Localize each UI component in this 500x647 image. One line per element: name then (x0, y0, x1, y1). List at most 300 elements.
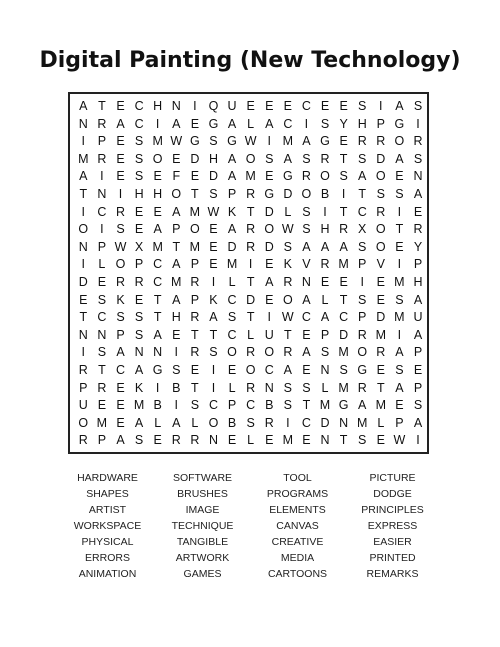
grid-letter[interactable]: O (208, 415, 219, 430)
grid-letter[interactable]: W (170, 134, 183, 149)
grid-letter[interactable]: A (79, 99, 88, 113)
grid-letter[interactable]: C (153, 257, 163, 272)
grid-letter[interactable]: D (320, 415, 330, 430)
grid-letter[interactable]: T (284, 327, 292, 342)
grid-letter[interactable]: C (264, 362, 274, 377)
grid-letter[interactable]: S (413, 398, 423, 413)
grid-letter[interactable]: L (247, 116, 255, 131)
grid-letter[interactable]: A (172, 292, 181, 307)
grid-letter[interactable]: R (190, 345, 200, 360)
grid-letter[interactable]: P (376, 116, 385, 131)
grid-letter[interactable]: E (172, 327, 181, 342)
grid-letter[interactable]: I (100, 169, 104, 184)
grid-letter[interactable]: M (319, 398, 331, 413)
grid-letter[interactable]: I (360, 274, 364, 289)
grid-letter[interactable]: T (191, 380, 199, 395)
grid-letter[interactable]: G (227, 134, 237, 149)
grid-letter[interactable]: Q (208, 99, 219, 113)
grid-letter[interactable]: I (211, 274, 216, 289)
grid-letter[interactable]: C (339, 310, 349, 325)
grid-letter[interactable]: T (246, 274, 255, 289)
grid-letter[interactable]: S (283, 239, 292, 254)
grid-letter[interactable]: O (189, 222, 200, 237)
grid-letter[interactable]: I (341, 186, 346, 201)
grid-letter[interactable]: N (320, 362, 330, 377)
grid-letter[interactable]: I (397, 257, 402, 272)
grid-letter[interactable]: W (281, 222, 294, 237)
grid-letter[interactable]: L (284, 204, 292, 219)
grid-letter[interactable]: E (395, 398, 404, 413)
grid-letter[interactable]: M (375, 398, 386, 413)
grid-letter[interactable]: R (190, 310, 200, 325)
grid-letter[interactable]: U (413, 310, 423, 325)
grid-letter[interactable]: M (338, 257, 349, 272)
grid-letter[interactable]: S (302, 222, 311, 237)
grid-letter[interactable]: O (152, 151, 163, 166)
grid-letter[interactable]: A (209, 310, 218, 325)
grid-letter[interactable]: P (97, 134, 107, 149)
grid-letter[interactable]: S (97, 345, 107, 360)
grid-letter[interactable]: X (358, 222, 367, 237)
grid-letter[interactable]: D (264, 239, 274, 254)
grid-letter[interactable]: H (320, 222, 330, 237)
grid-letter[interactable]: S (209, 186, 218, 201)
grid-letter[interactable]: O (171, 186, 182, 201)
grid-letter[interactable]: I (286, 415, 290, 430)
grid-letter[interactable]: T (153, 310, 162, 325)
grid-letter[interactable]: P (358, 257, 367, 272)
grid-letter[interactable]: B (227, 415, 237, 430)
grid-letter[interactable]: N (413, 169, 423, 184)
grid-letter[interactable]: N (301, 274, 311, 289)
grid-letter[interactable]: R (246, 345, 256, 360)
grid-letter[interactable]: S (395, 186, 404, 201)
grid-letter[interactable]: O (227, 345, 237, 360)
grid-letter[interactable]: S (283, 398, 292, 413)
grid-letter[interactable]: N (78, 239, 88, 254)
grid-letter[interactable]: O (245, 362, 256, 377)
grid-letter[interactable]: A (339, 239, 348, 254)
grid-letter[interactable]: E (320, 274, 330, 289)
grid-letter[interactable]: A (227, 169, 237, 184)
grid-letter[interactable]: A (172, 415, 181, 430)
grid-letter[interactable]: S (339, 362, 348, 377)
grid-letter[interactable]: O (115, 257, 126, 272)
grid-letter[interactable]: A (302, 292, 311, 307)
grid-letter[interactable]: I (81, 204, 86, 219)
grid-letter[interactable]: C (301, 99, 311, 113)
grid-letter[interactable]: P (358, 310, 367, 325)
grid-letter[interactable]: A (116, 116, 125, 131)
grid-letter[interactable]: P (227, 186, 237, 201)
grid-letter[interactable]: S (134, 433, 144, 448)
grid-letter[interactable]: C (227, 327, 237, 342)
grid-letter[interactable]: I (416, 433, 420, 448)
grid-letter[interactable]: S (116, 222, 125, 237)
grid-letter[interactable]: G (357, 362, 368, 377)
grid-letter[interactable]: S (134, 169, 144, 184)
grid-letter[interactable]: R (339, 222, 349, 237)
grid-letter[interactable]: U (227, 99, 237, 113)
grid-letter[interactable]: L (154, 415, 162, 430)
grid-letter[interactable]: N (78, 116, 88, 131)
grid-letter[interactable]: E (116, 415, 125, 430)
grid-letter[interactable]: S (358, 239, 367, 254)
grid-letter[interactable]: E (246, 99, 255, 113)
grid-letter[interactable]: R (246, 239, 256, 254)
grid-letter[interactable]: A (153, 222, 162, 237)
grid-letter[interactable]: R (376, 345, 386, 360)
grid-letter[interactable]: O (394, 134, 405, 149)
grid-letter[interactable]: N (320, 433, 330, 448)
grid-letter[interactable]: S (413, 99, 423, 113)
grid-letter[interactable]: T (98, 362, 106, 377)
grid-letter[interactable]: P (190, 292, 200, 307)
grid-letter[interactable]: I (174, 398, 178, 413)
grid-letter[interactable]: R (413, 134, 423, 149)
grid-letter[interactable]: A (227, 151, 237, 166)
grid-letter[interactable]: I (118, 186, 123, 201)
grid-letter[interactable]: K (116, 292, 125, 307)
grid-letter[interactable]: C (115, 362, 125, 377)
grid-letter[interactable]: E (376, 274, 385, 289)
grid-letter[interactable]: A (227, 222, 237, 237)
grid-letter[interactable]: T (339, 204, 348, 219)
grid-letter[interactable]: E (283, 99, 292, 113)
grid-letter[interactable]: R (283, 345, 293, 360)
grid-letter[interactable]: G (394, 116, 405, 131)
grid-letter[interactable]: S (302, 204, 311, 219)
grid-letter[interactable]: S (302, 151, 311, 166)
grid-letter[interactable]: T (191, 327, 199, 342)
grid-letter[interactable]: P (134, 257, 144, 272)
grid-letter[interactable]: T (172, 239, 181, 254)
grid-letter[interactable]: S (209, 345, 218, 360)
grid-letter[interactable]: T (339, 433, 348, 448)
grid-letter[interactable]: S (339, 169, 348, 184)
grid-letter[interactable]: R (97, 116, 107, 131)
grid-letter[interactable]: A (302, 345, 311, 360)
grid-letter[interactable]: S (358, 292, 367, 307)
grid-letter[interactable]: D (376, 151, 386, 166)
grid-letter[interactable]: O (357, 345, 368, 360)
grid-letter[interactable]: E (302, 327, 311, 342)
grid-letter[interactable]: I (211, 362, 216, 377)
grid-letter[interactable]: T (79, 310, 88, 325)
grid-letter[interactable]: A (413, 292, 423, 307)
grid-letter[interactable]: P (97, 239, 107, 254)
grid-letter[interactable]: L (321, 380, 329, 395)
grid-letter[interactable]: T (339, 292, 348, 307)
grid-letter[interactable]: E (302, 433, 311, 448)
grid-letter[interactable]: M (282, 433, 294, 448)
grid-letter[interactable]: I (81, 134, 86, 149)
grid-letter[interactable]: F (172, 169, 181, 184)
grid-letter[interactable]: S (395, 362, 404, 377)
grid-letter[interactable]: O (282, 292, 293, 307)
grid-letter[interactable]: L (191, 415, 199, 430)
grid-letter[interactable]: D (339, 327, 349, 342)
grid-letter[interactable]: M (394, 274, 405, 289)
grid-letter[interactable]: G (264, 186, 275, 201)
grid-letter[interactable]: M (338, 345, 349, 360)
grid-letter[interactable]: R (190, 274, 200, 289)
grid-letter[interactable]: T (376, 380, 385, 395)
grid-letter[interactable]: I (379, 99, 383, 113)
grid-letter[interactable]: R (97, 151, 107, 166)
grid-letter[interactable]: E (116, 398, 125, 413)
grid-letter[interactable]: R (115, 204, 125, 219)
grid-letter[interactable]: E (190, 116, 200, 131)
grid-letter[interactable]: I (193, 99, 197, 113)
grid-letter[interactable]: G (338, 398, 349, 413)
grid-letter[interactable]: A (395, 380, 404, 395)
grid-letter[interactable]: A (153, 327, 162, 342)
grid-letter[interactable]: H (134, 186, 144, 201)
grid-letter[interactable]: E (97, 398, 107, 413)
grid-letter[interactable]: S (395, 292, 404, 307)
grid-letter[interactable]: C (97, 310, 107, 325)
grid-letter[interactable]: E (339, 274, 348, 289)
grid-letter[interactable]: C (301, 415, 311, 430)
grid-letter[interactable]: O (78, 415, 89, 430)
grid-letter[interactable]: I (267, 310, 271, 325)
grid-letter[interactable]: Y (413, 239, 423, 254)
grid-letter[interactable]: N (264, 380, 274, 395)
grid-letter[interactable]: V (302, 257, 311, 272)
grid-letter[interactable]: H (413, 274, 423, 289)
grid-letter[interactable]: W (393, 433, 406, 448)
grid-letter[interactable]: R (320, 257, 330, 272)
grid-letter[interactable]: T (209, 327, 218, 342)
grid-letter[interactable]: E (339, 134, 348, 149)
grid-letter[interactable]: M (171, 274, 182, 289)
grid-letter[interactable]: I (397, 204, 402, 219)
grid-letter[interactable]: C (246, 398, 256, 413)
grid-letter[interactable]: S (265, 151, 274, 166)
grid-letter[interactable]: O (320, 169, 330, 184)
grid-letter[interactable]: I (81, 345, 86, 360)
grid-letter[interactable]: A (283, 362, 292, 377)
grid-letter[interactable]: W (114, 239, 127, 254)
grid-letter[interactable]: L (98, 257, 106, 272)
grid-letter[interactable]: H (357, 116, 367, 131)
grid-letter[interactable]: M (394, 310, 405, 325)
grid-letter[interactable]: S (413, 151, 423, 166)
grid-letter[interactable]: A (172, 116, 181, 131)
grid-letter[interactable]: A (116, 433, 125, 448)
grid-letter[interactable]: A (116, 345, 125, 360)
grid-letter[interactable]: O (245, 151, 256, 166)
grid-letter[interactable]: M (78, 151, 89, 166)
grid-letter[interactable]: M (245, 169, 256, 184)
grid-letter[interactable]: P (116, 327, 125, 342)
grid-letter[interactable]: R (357, 327, 367, 342)
grid-letter[interactable]: E (376, 362, 385, 377)
grid-letter[interactable]: P (413, 257, 423, 272)
grid-letter[interactable]: E (376, 292, 385, 307)
grid-letter[interactable]: C (134, 116, 144, 131)
grid-letter[interactable]: E (97, 274, 107, 289)
grid-letter[interactable]: C (301, 310, 311, 325)
grid-letter[interactable]: L (228, 380, 236, 395)
grid-letter[interactable]: E (116, 380, 125, 395)
grid-letter[interactable]: N (97, 186, 107, 201)
grid-letter[interactable]: P (97, 433, 107, 448)
grid-letter[interactable]: T (79, 186, 88, 201)
grid-letter[interactable]: D (246, 292, 256, 307)
grid-letter[interactable]: I (304, 116, 309, 131)
grid-letter[interactable]: E (265, 257, 274, 272)
grid-letter[interactable]: P (413, 380, 423, 395)
grid-letter[interactable]: U (264, 327, 274, 342)
grid-letter[interactable]: S (302, 380, 311, 395)
grid-letter[interactable]: L (321, 292, 329, 307)
grid-letter[interactable]: O (375, 222, 386, 237)
grid-letter[interactable]: S (134, 310, 144, 325)
grid-letter[interactable]: G (320, 134, 330, 149)
grid-letter[interactable]: S (97, 292, 107, 307)
grid-letter[interactable]: A (320, 239, 330, 254)
grid-letter[interactable]: T (246, 204, 255, 219)
grid-letter[interactable]: M (338, 380, 349, 395)
grid-letter[interactable]: N (171, 99, 181, 113)
grid-letter[interactable]: S (358, 151, 367, 166)
grid-letter[interactable]: T (191, 186, 199, 201)
grid-letter[interactable]: H (153, 99, 163, 113)
grid-letter[interactable]: E (395, 239, 404, 254)
grid-letter[interactable]: N (339, 415, 349, 430)
grid-letter[interactable]: E (209, 257, 218, 272)
grid-letter[interactable]: E (116, 99, 125, 113)
grid-letter[interactable]: M (282, 134, 294, 149)
grid-letter[interactable]: A (395, 99, 404, 113)
grid-letter[interactable]: H (171, 310, 181, 325)
grid-letter[interactable]: D (227, 239, 237, 254)
grid-letter[interactable]: U (78, 398, 88, 413)
grid-letter[interactable]: E (265, 99, 274, 113)
grid-letter[interactable]: R (357, 380, 367, 395)
grid-letter[interactable]: G (282, 169, 293, 184)
grid-letter[interactable]: A (395, 151, 404, 166)
grid-letter[interactable]: R (376, 134, 386, 149)
grid-letter[interactable]: C (97, 204, 107, 219)
grid-letter[interactable]: M (356, 415, 368, 430)
grid-letter[interactable]: M (226, 257, 238, 272)
grid-letter[interactable]: E (227, 362, 237, 377)
grid-letter[interactable]: I (416, 116, 420, 131)
grid-letter[interactable]: T (395, 222, 404, 237)
grid-letter[interactable]: S (320, 345, 330, 360)
grid-letter[interactable]: E (79, 292, 88, 307)
grid-letter[interactable]: E (116, 134, 125, 149)
grid-letter[interactable]: A (395, 345, 404, 360)
grid-letter[interactable]: R (413, 222, 423, 237)
grid-letter[interactable]: S (227, 310, 237, 325)
grid-letter[interactable]: L (377, 415, 385, 430)
grid-letter[interactable]: S (283, 380, 292, 395)
grid-letter[interactable]: E (134, 222, 144, 237)
grid-letter[interactable]: E (376, 433, 385, 448)
grid-letter[interactable]: E (227, 433, 237, 448)
grid-letter[interactable]: L (247, 433, 255, 448)
grid-letter[interactable]: S (190, 398, 200, 413)
grid-letter[interactable]: S (376, 186, 385, 201)
grid-letter[interactable]: P (413, 345, 423, 360)
grid-letter[interactable]: M (96, 415, 108, 430)
grid-letter[interactable]: H (153, 186, 163, 201)
grid-letter[interactable]: D (264, 204, 274, 219)
grid-letter[interactable]: E (302, 362, 311, 377)
grid-letter[interactable]: I (397, 327, 402, 342)
grid-letter[interactable]: G (208, 116, 219, 131)
grid-letter[interactable]: C (283, 116, 293, 131)
grid-letter[interactable]: P (395, 415, 404, 430)
grid-letter[interactable]: I (267, 134, 271, 149)
grid-letter[interactable]: A (413, 186, 423, 201)
grid-letter[interactable]: T (358, 186, 367, 201)
grid-letter[interactable]: A (172, 204, 181, 219)
grid-letter[interactable]: B (153, 398, 162, 413)
grid-letter[interactable]: C (208, 398, 218, 413)
grid-letter[interactable]: D (190, 151, 200, 166)
grid-letter[interactable]: C (134, 99, 144, 113)
grid-letter[interactable]: R (301, 169, 311, 184)
grid-letter[interactable]: E (395, 169, 404, 184)
grid-letter[interactable]: E (339, 99, 348, 113)
grid-letter[interactable]: E (172, 151, 181, 166)
grid-letter[interactable]: O (78, 222, 89, 237)
grid-letter[interactable]: A (283, 151, 292, 166)
grid-letter[interactable]: E (190, 362, 200, 377)
grid-letter[interactable]: R (78, 362, 88, 377)
grid-letter[interactable]: A (358, 169, 367, 184)
grid-letter[interactable]: K (209, 292, 218, 307)
grid-letter[interactable]: D (78, 274, 88, 289)
grid-letter[interactable]: I (174, 345, 178, 360)
grid-letter[interactable]: O (264, 222, 275, 237)
grid-letter[interactable]: E (190, 169, 200, 184)
grid-letter[interactable]: R (246, 222, 256, 237)
grid-letter[interactable]: S (358, 99, 367, 113)
grid-letter[interactable]: P (172, 222, 181, 237)
grid-letter[interactable]: A (265, 116, 274, 131)
grid-letter[interactable]: I (211, 380, 216, 395)
grid-letter[interactable]: S (134, 151, 144, 166)
grid-letter[interactable]: I (81, 257, 86, 272)
grid-letter[interactable]: B (265, 398, 274, 413)
grid-letter[interactable]: E (116, 169, 125, 184)
grid-letter[interactable]: E (153, 169, 162, 184)
grid-letter[interactable]: O (375, 169, 386, 184)
grid-letter[interactable]: B (320, 186, 330, 201)
grid-letter[interactable]: E (134, 204, 144, 219)
grid-letter[interactable]: A (320, 310, 330, 325)
grid-letter[interactable]: M (189, 239, 201, 254)
grid-letter[interactable]: A (358, 398, 367, 413)
grid-letter[interactable]: E (265, 169, 274, 184)
grid-letter[interactable]: S (134, 134, 144, 149)
grid-letter[interactable]: E (265, 433, 274, 448)
grid-letter[interactable]: R (97, 380, 107, 395)
grid-letter[interactable]: R (376, 204, 386, 219)
grid-letter[interactable]: E (153, 204, 162, 219)
grid-letter[interactable]: M (152, 134, 163, 149)
grid-letter[interactable]: E (134, 292, 144, 307)
grid-letter[interactable]: R (357, 134, 367, 149)
grid-letter[interactable]: H (208, 151, 218, 166)
grid-letter[interactable]: S (209, 134, 218, 149)
